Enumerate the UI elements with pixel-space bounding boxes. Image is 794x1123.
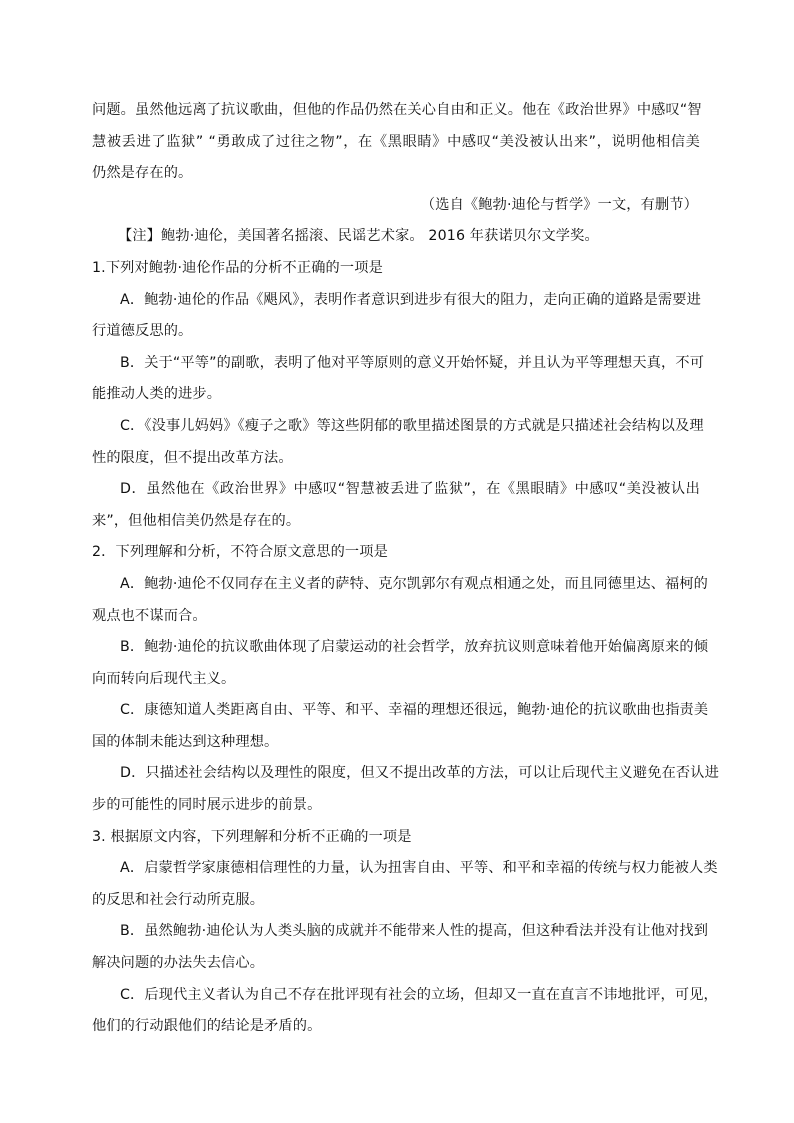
option-d: D．只描述社会结构以及理性的限度，但又不提出改革的方法，可以让后现代主义避免在否认进 (120, 765, 719, 782)
question-1-title: 1.下列对鲍勃·迪伦作品的分析不正确的一项是 (92, 259, 383, 276)
option-c: C．康德知道人类距离自由、平等、和平、幸福的理想还很远，鲍勃·迪伦的抗议歌曲也指责美 (120, 702, 709, 719)
option-b: B．虽然鲍勃·迪伦认为人类头脑的成就并不能带来人性的提高，但这种看法并没有让他对找到 (120, 923, 709, 940)
option-b: B．鲍勃·迪伦的抗议歌曲体现了启蒙运动的社会哲学，放弃抗议则意味着他开始偏离原来的倾 (120, 639, 709, 656)
footnote: 【注】鲍勃·迪伦，美国著名摇滚、民谣艺术家。 2016 年获诺贝尔文学奖。 (118, 228, 599, 245)
question-3-title: 3. 根据原文内容，下列理解和分析不正确的一项是 (92, 828, 412, 845)
option-b-cont: 能推动人类的进步。 (92, 386, 222, 403)
option-a: A．鲍勃·迪伦不仅同存在主义者的萨特、克尔凯郭尔有观点相通之处，而且同德里达、福柯的 (120, 575, 709, 592)
option-a-cont: 行道德反思的。 (92, 323, 193, 340)
option-b-cont: 解决问题的办法失去信心。 (92, 955, 265, 972)
option-d: D．虽然他在《政治世界》中感叹“智慧被丢进了监狱”，在《黑眼睛》中感叹“美没被认出 (120, 481, 700, 498)
passage-line: 仍然是存在的。 (92, 165, 193, 182)
option-c: C．后现代主义者认为自己不存在批评现有社会的立场，但却又一直在直言不讳地批评，可见， (120, 986, 718, 1003)
passage-line: 问题。虽然他远离了抗议歌曲，但他的作品仍然在关心自由和正义。他在《政治世界》中感叹“智 (92, 102, 702, 118)
option-a-cont: 的反思和社会行动所克服。 (92, 891, 265, 908)
option-b: B．关于“平等”的副歌，表明了他对平等原则的意义开始怀疑，并且认为平等理想天真，不可 (120, 354, 705, 371)
question-2-title: 2．下列理解和分析，不符合原文意思的一项是 (92, 544, 388, 561)
option-a-cont: 观点也不谋而合。 (92, 607, 207, 624)
option-a: A．启蒙哲学家康德相信理性的力量，认为扭害自由、平等、和平和幸福的传统与权力能被人类 (120, 860, 718, 877)
option-b-cont: 向而转向后现代主义。 (92, 670, 236, 687)
option-c-cont: 国的体制未能达到这种理想。 (92, 733, 279, 750)
option-c: C．《没事儿妈妈》《瘦子之歌》等这些阴郁的歌里描述图景的方式就是只描述社会结构以及理 (120, 417, 704, 434)
option-c-cont: 性的限度，但不提出改革方法。 (92, 449, 293, 466)
option-d-cont: 步的可能性的同时展示进步的前景。 (92, 797, 322, 814)
source-citation: （选自《鲍勃·迪伦与哲学》一文，有删节） (420, 196, 698, 213)
option-d-cont: 来”，但他相信美仍然是存在的。 (92, 512, 301, 529)
document-body (92, 95, 719, 1043)
option-a: A．鲍勃·迪伦的作品《飓风》，表明作者意识到进步有很大的阻力，走向正确的道路是需要进 (120, 291, 701, 308)
option-c-cont: 他们的行动跟他们的结论是矛盾的。 (92, 1018, 322, 1035)
passage-line: 慧被丢进了监狱” “勇敢成了过往之物”，在《黑眼睛》中感叹“美没被认出来”，说明他相信美 (92, 133, 700, 150)
